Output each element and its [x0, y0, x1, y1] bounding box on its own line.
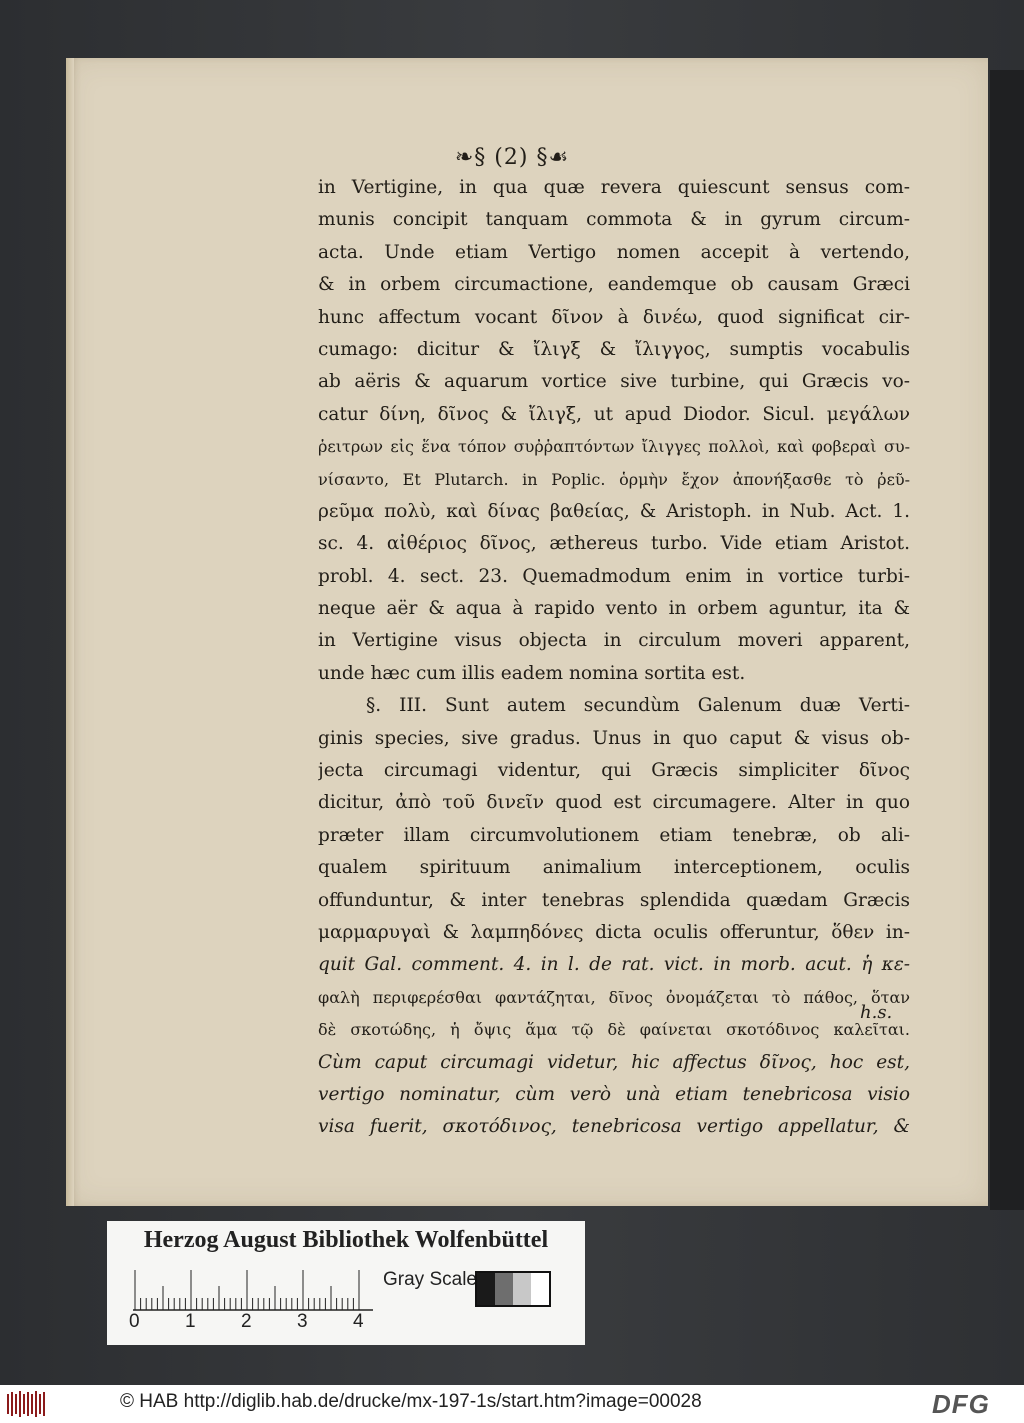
text-line: catur δίνη, δῖνος & ἴλιγξ, ut apud Diodor. Sicul. μεγάλων — [318, 403, 910, 425]
text-line: jecta circumagi videntur, qui Græcis simpliciter δῖνος — [318, 760, 910, 782]
viewer-footer — [0, 1385, 1024, 1423]
text-line: qualem spirituum animalium interceptionem, oculis — [318, 857, 910, 879]
header-ornament-left-icon: ❧§ — [454, 145, 487, 170]
text-line: hunc affectum vocant δῖνον à δινέω, quod significat cir- — [318, 306, 910, 328]
text-line: præter illam circumvolutionem etiam tenebræ, ob ali- — [318, 824, 910, 846]
library-title: Herzog August Bibliothek Wolfenbüttel — [143, 1227, 549, 1253]
text-line: in Vertigine visus objecta in circulum moveri apparent, — [318, 630, 910, 652]
hab-barcode-icon — [6, 1390, 48, 1418]
text-line: in Vertigine, in qua quæ revera quiescunt sensus com- — [318, 177, 910, 198]
text-line: ab aëris & aquarum vortice sive turbine, qui Græcis vo- — [318, 371, 910, 393]
text-line: μαρμαρυγαὶ & λαμπηδόνες dicta oculis offeruntur, ὅθεν in- — [318, 921, 910, 943]
text-line: munis concipit tanquam commota & in gyrum circum- — [318, 209, 910, 231]
text-line: Cùm caput circumagi videtur, hic affectus δῖνος, hoc est, — [318, 1051, 910, 1073]
latin-text-block — [318, 172, 910, 1144]
gray-swatch — [531, 1273, 549, 1305]
text-line: ῥειτρων εἰς ἕνα τόπον συῤῥαπτόντων ἴλιγγες πολλοὶ, καὶ φοβεραὶ συ- — [318, 437, 910, 457]
text-line: neque aër & aqua à rapido vento in orbem aguntur, ita & — [318, 598, 910, 620]
gray-swatch — [477, 1273, 495, 1305]
text-line: νίσαντο, Et Plutarch. in Poplic. ὁρμὴν ἔχον ἀπονήξασθε τὸ ῥεῦ- — [318, 469, 910, 489]
gray-swatch — [495, 1273, 513, 1305]
scale-numbers — [127, 1311, 387, 1337]
text-line: δὲ σκοτώδης, ἡ ὄψις ἅμα τῷ δὲ φαίνεται σκοτόδινος καλεῖται. — [318, 1020, 910, 1040]
text-line: acta. Unde etiam Vertigo nomen accepit à vertendo, — [318, 241, 910, 263]
gray-scale-label: Gray Scale — [383, 1269, 477, 1290]
text-line: sc. 4. αἰθέριος δῖνος, æthereus turbo. Vide etiam Aristot. — [318, 533, 910, 555]
scale-number: 3 — [297, 1311, 308, 1332]
dfg-logo: DFG — [932, 1389, 990, 1419]
text-line: φαλὴ περιφερέσθαι φαντάζηται, δῖνος ὀνομάζεται τὸ πάθος, ὅταν — [318, 987, 910, 1007]
text-line: vertigo nominatur, cùm verò unà etiam tenebricosa visio — [318, 1083, 910, 1105]
scale-number: 4 — [353, 1311, 364, 1332]
page-gutter-edge — [66, 58, 74, 1206]
gray-scale-swatches — [475, 1271, 551, 1307]
text-line: visa fuerit, σκοτόδινος, tenebricosa vertigo appellatur, & — [318, 1116, 910, 1138]
page-number: (2) — [494, 145, 529, 170]
gray-swatch — [513, 1273, 531, 1305]
text-line: quit Gal. comment. 4. in l. de rat. vict. in morb. acut. ἡ κε- — [318, 954, 910, 976]
scan-right-strip — [990, 70, 1024, 1210]
text-line: cumago: dicitur & ἴλιγξ & ἴλιγγος, sumptis vocabulis — [318, 338, 910, 360]
text-line: ginis species, sive gradus. Unus in quo caput & visus ob- — [318, 727, 910, 749]
scale-number: 0 — [129, 1311, 140, 1332]
copyright-url-link[interactable]: © HAB http://diglib.hab.de/drucke/mx-197-1s/start.htm?image=00028 — [120, 1391, 702, 1412]
text-line: probl. 4. sect. 23. Quemadmodum enim in vortice turbi- — [318, 565, 910, 587]
section-heading-line: §. III. Sunt autem secundùm Galenum duæ Verti- — [366, 695, 910, 717]
page-header — [0, 145, 1024, 170]
hab-color-card — [107, 1221, 585, 1345]
text-line: ρεῦμα πολὺ, καὶ δίνας βαθείας, & Aristoph. in Nub. Act. 1. — [318, 500, 910, 522]
scale-number: 2 — [241, 1311, 252, 1332]
ruler-scale — [133, 1267, 373, 1311]
text-line: unde hæc cum illis eadem nomina sortita est. — [318, 662, 746, 684]
text-line: offunduntur, & inter tenebras splendida quædam Græcis — [318, 889, 910, 911]
scale-number: 1 — [185, 1311, 196, 1332]
text-line: & in orbem circumactione, eandemque ob causam Græci — [318, 274, 910, 296]
text-line: dicitur, ἀπὸ τοῦ δινεῖν quod est circumagere. Alter in quo — [318, 792, 910, 814]
header-ornament-right-icon: §☙ — [536, 145, 570, 170]
catchword: h.s. — [860, 1002, 893, 1023]
